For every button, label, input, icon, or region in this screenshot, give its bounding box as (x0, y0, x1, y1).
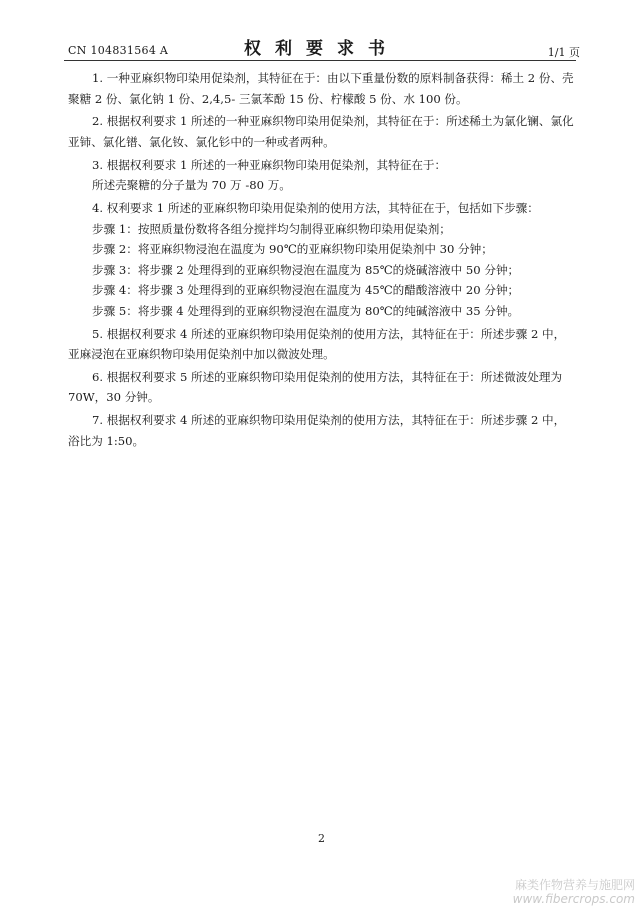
document-header (0, 0, 643, 62)
publication-number: CN 104831564 A (68, 44, 169, 57)
claim-step-1: 步骤 1：按照质量份数将各组分搅拌均匀制得亚麻织物印染用促染剂； (92, 221, 451, 236)
claim-text: 5. 根据权利要求 4 所述的亚麻织物印染用促染剂的使用方法，其特征在于：所述步骤 2 中，亚麻浸泡在亚麻织物印染用促染剂中加以微波处理。 (68, 326, 566, 362)
claim-1 (68, 68, 576, 109)
claim-text: 4. 权利要求 1 所述的亚麻织物印染用促染剂的使用方法，其特征在于，包括如下步骤： (92, 201, 539, 216)
page-indicator: 1/1 页 (547, 46, 580, 59)
claim-5 (68, 324, 576, 365)
claim-text: 3. 根据权利要求 1 所述的一种亚麻织物印染用促染剂，其特征在于： (92, 157, 447, 172)
page-number: 2 (318, 832, 325, 845)
page-title: 权利要求书 (244, 39, 399, 59)
claim-step-5: 步骤 5：将步骤 4 处理得到的亚麻织物浸泡在温度为 80℃的纯碱溶液中 35 分钟。 (92, 303, 520, 318)
claim-text-continuation: 所述壳聚糖的分子量为 70 万 -80 万。 (92, 178, 291, 193)
claim-3 (68, 155, 576, 196)
watermark-url: www.fibercrops.com (512, 892, 635, 906)
claim-text: 2. 根据权利要求 1 所述的一种亚麻织物印染用促染剂，其特征在于：所述稀土为氯化镧、氯化亚铈、氯化镨、氯化钕、氯化钐中的一种或者两种。 (68, 114, 574, 149)
claim-text: 1. 一种亚麻织物印染用促染剂，其特征在于：由以下重量份数的原料制备获得：稀土 2 份、壳聚糖 2 份、氯化钠 1 份、2,4,5- 三氯苯酚 15 份、柠檬酸 5 份、水 100 份。 (68, 71, 574, 106)
claim-step-3: 步骤 3：将步骤 2 处理得到的亚麻织物浸泡在温度为 85℃的烧碱溶液中 50 分钟； (92, 262, 520, 277)
claims-list (68, 68, 576, 454)
watermark-site-name: 麻类作物营养与施肥网 (514, 878, 635, 892)
claim-7 (68, 410, 576, 451)
claim-2 (68, 111, 576, 152)
claim-text: 7. 根据权利要求 4 所述的亚麻织物印染用促染剂的使用方法，其特征在于：所述步骤 2 中，浴比为 1:50。 (68, 413, 566, 448)
header-divider (64, 60, 576, 61)
claim-text: 6. 根据权利要求 5 所述的亚麻织物印染用促染剂的使用方法，其特征在于：所述微波处理为 70W，30 分钟。 (68, 369, 563, 405)
claim-4 (68, 198, 576, 321)
claim-6 (68, 367, 576, 408)
claim-step-2: 步骤 2：将亚麻织物浸泡在温度为 90℃的亚麻织物印染用促染剂中 30 分钟； (92, 242, 493, 257)
claim-step-4: 步骤 4：将步骤 3 处理得到的亚麻织物浸泡在温度为 45℃的醋酸溶液中 20 分钟； (92, 283, 520, 298)
